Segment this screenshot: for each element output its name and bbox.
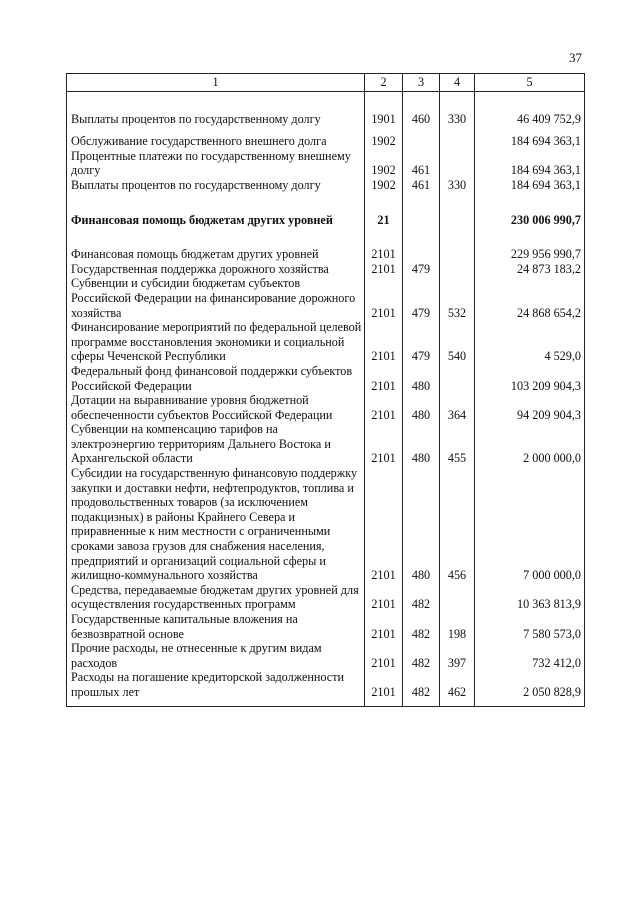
row-amount: 184 694 363,1 <box>475 126 585 149</box>
row-target-code: 480 <box>403 466 440 583</box>
page-number: 37 <box>569 50 582 65</box>
table-row <box>67 126 585 149</box>
table-row <box>67 262 585 277</box>
row-name: Федеральный фонд финансовой поддержки субъектов Российской Федерации <box>67 364 365 393</box>
row-section-code: 2101 <box>365 422 403 466</box>
row-expense-code <box>440 193 475 228</box>
table-row <box>67 149 585 178</box>
row-amount: 230 006 990,7 <box>475 193 585 228</box>
row-section-code: 1902 <box>365 149 403 178</box>
table-row <box>67 641 585 670</box>
row-section-code: 2101 <box>365 670 403 699</box>
column-header-1: 1 <box>67 74 365 92</box>
row-name: Финансовая помощь бюджетам других уровней <box>67 227 365 262</box>
row-name: Субвенции и субсидии бюджетам субъектов Российской Федерации на финансирование дорожного хозяйства <box>67 276 365 320</box>
table-row <box>67 422 585 466</box>
row-expense-code: 330 <box>440 91 475 126</box>
row-amount: 7 580 573,0 <box>475 612 585 641</box>
table-row <box>67 612 585 641</box>
row-target-code: 460 <box>403 91 440 126</box>
row-section-code: 2101 <box>365 227 403 262</box>
row-target-code: 480 <box>403 393 440 422</box>
budget-table <box>66 73 585 707</box>
table-bottom-spacer <box>67 700 585 707</box>
row-expense-code: 540 <box>440 320 475 364</box>
table-row <box>67 364 585 393</box>
row-expense-code: 198 <box>440 612 475 641</box>
row-name: Процентные платежи по государственному внешнему долгу <box>67 149 365 178</box>
row-target-code: 482 <box>403 641 440 670</box>
row-target-code: 480 <box>403 422 440 466</box>
row-target-code: 479 <box>403 320 440 364</box>
row-amount: 184 694 363,1 <box>475 149 585 178</box>
row-section-code: 2101 <box>365 583 403 612</box>
row-section-code: 2101 <box>365 262 403 277</box>
table-header-row <box>67 74 585 92</box>
row-amount: 10 363 813,9 <box>475 583 585 612</box>
row-expense-code: 462 <box>440 670 475 699</box>
row-name: Субсидии на государственную финансовую поддержку закупки и доставки нефти, нефтепродуктов, топлива и продовольственных товаров (за исключением подакцизных) в районы Крайнего Севера и приравненные к ним местности с ограниченными сроками завоза грузов для снабжения населения, предприятий и организаций социальной сферы и жилищно-коммунального хозяйства <box>67 466 365 583</box>
table-row <box>67 91 585 126</box>
row-amount: 184 694 363,1 <box>475 178 585 193</box>
row-section-code: 1902 <box>365 126 403 149</box>
row-name: Выплаты процентов по государственному долгу <box>67 91 365 126</box>
row-section-code: 2101 <box>365 612 403 641</box>
row-amount: 24 868 654,2 <box>475 276 585 320</box>
column-header-2: 2 <box>365 74 403 92</box>
table-row <box>67 670 585 699</box>
row-expense-code: 456 <box>440 466 475 583</box>
table-row <box>67 320 585 364</box>
row-amount: 24 873 183,2 <box>475 262 585 277</box>
row-amount: 732 412,0 <box>475 641 585 670</box>
row-target-code: 482 <box>403 670 440 699</box>
row-target-code <box>403 193 440 228</box>
row-target-code: 461 <box>403 149 440 178</box>
row-amount: 2 050 828,9 <box>475 670 585 699</box>
row-expense-code <box>440 364 475 393</box>
row-amount: 46 409 752,9 <box>475 91 585 126</box>
row-name: Государственные капитальные вложения на безвозвратной основе <box>67 612 365 641</box>
table-row <box>67 276 585 320</box>
row-name: Прочие расходы, не отнесенные к другим видам расходов <box>67 641 365 670</box>
row-section-code: 2101 <box>365 276 403 320</box>
row-name: Финансирование мероприятий по федеральной целевой программе восстановления экономики и социальной сферы Чеченской Республики <box>67 320 365 364</box>
row-section-code: 21 <box>365 193 403 228</box>
row-name: Государственная поддержка дорожного хозяйства <box>67 262 365 277</box>
row-name: Обслуживание государственного внешнего долга <box>67 126 365 149</box>
row-expense-code <box>440 126 475 149</box>
row-expense-code: 364 <box>440 393 475 422</box>
row-amount: 2 000 000,0 <box>475 422 585 466</box>
row-expense-code <box>440 262 475 277</box>
row-name: Финансовая помощь бюджетам других уровней <box>67 193 365 228</box>
column-header-4: 4 <box>440 74 475 92</box>
column-header-5: 5 <box>475 74 585 92</box>
row-amount: 229 956 990,7 <box>475 227 585 262</box>
row-section-code: 2101 <box>365 466 403 583</box>
column-header-3: 3 <box>403 74 440 92</box>
row-section-code: 2101 <box>365 393 403 422</box>
table-row <box>67 583 585 612</box>
table-row <box>67 466 585 583</box>
row-section-code: 1901 <box>365 91 403 126</box>
row-expense-code: 330 <box>440 178 475 193</box>
row-expense-code: 397 <box>440 641 475 670</box>
table-row-section-total <box>67 193 585 228</box>
row-name: Выплаты процентов по государственному долгу <box>67 178 365 193</box>
row-expense-code: 455 <box>440 422 475 466</box>
row-expense-code: 532 <box>440 276 475 320</box>
row-section-code: 2101 <box>365 364 403 393</box>
row-target-code: 479 <box>403 276 440 320</box>
row-amount: 4 529,0 <box>475 320 585 364</box>
row-target-code <box>403 227 440 262</box>
row-section-code: 1902 <box>365 178 403 193</box>
row-amount: 103 209 904,3 <box>475 364 585 393</box>
row-section-code: 2101 <box>365 320 403 364</box>
table-row <box>67 227 585 262</box>
row-target-code: 480 <box>403 364 440 393</box>
row-name: Расходы на погашение кредиторской задолженности прошлых лет <box>67 670 365 699</box>
row-name: Дотации на выравнивание уровня бюджетной обеспеченности субъектов Российской Федерации <box>67 393 365 422</box>
row-amount: 7 000 000,0 <box>475 466 585 583</box>
row-target-code <box>403 126 440 149</box>
row-name: Средства, передаваемые бюджетам других уровней для осуществления государственных программ <box>67 583 365 612</box>
row-expense-code <box>440 227 475 262</box>
row-expense-code <box>440 583 475 612</box>
row-target-code: 482 <box>403 583 440 612</box>
row-target-code: 479 <box>403 262 440 277</box>
row-expense-code <box>440 149 475 178</box>
row-name: Субвенции на компенсацию тарифов на электроэнергию территориям Дальнего Востока и Архангельской области <box>67 422 365 466</box>
row-target-code: 482 <box>403 612 440 641</box>
row-section-code: 2101 <box>365 641 403 670</box>
table-row <box>67 178 585 193</box>
row-target-code: 461 <box>403 178 440 193</box>
table-row <box>67 393 585 422</box>
row-amount: 94 209 904,3 <box>475 393 585 422</box>
